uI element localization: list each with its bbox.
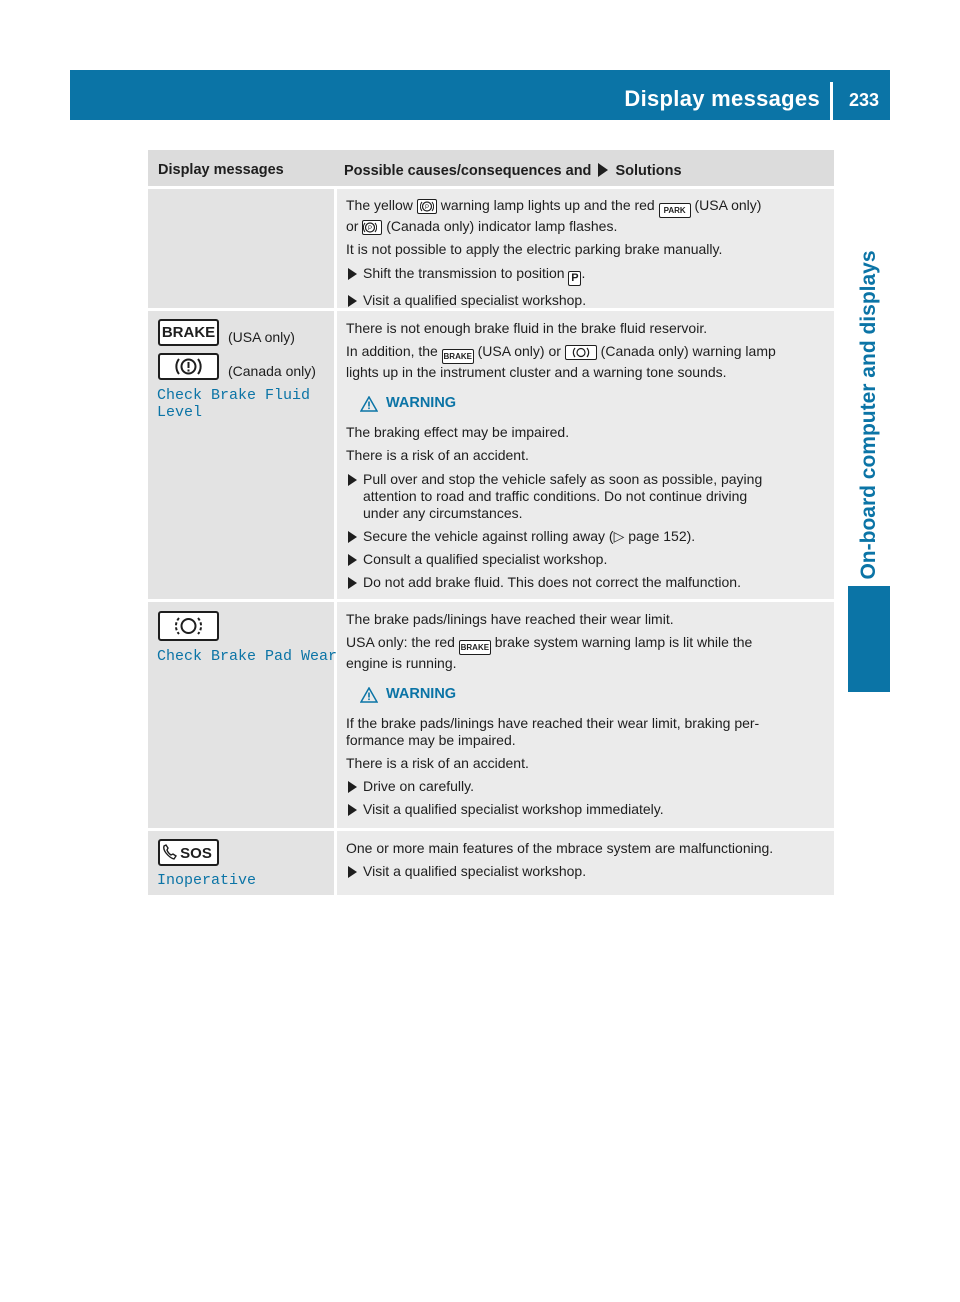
brake-pad-wear-icon [158,611,219,641]
column-header-messages: Display messages [158,162,284,178]
gear-position-p-icon: P [568,271,581,286]
solution-step: Drive on carefully. [346,778,834,795]
solution-step: Visit a qualified specialist workshop. [346,292,834,309]
page-title: Display messages [624,86,820,111]
svg-text:P: P [368,226,373,232]
column-header-causes: Possible causes/consequences and Solutions [344,163,682,179]
warning-triangle-icon [360,687,378,703]
sos-phone-icon [158,839,219,866]
solution-step: Secure the vehicle against rolling away (▷ page 152). [346,528,834,545]
svg-text:SOS: SOS [180,845,212,862]
side-tab-label: On-board computer and displays [857,250,880,580]
message-cell: BRAKE (USA only) (Canada only) Check Brake Fluid Level [148,311,337,599]
brake-system-icon [158,353,219,380]
table-row [148,828,834,895]
page-number: 233 [848,90,880,110]
solution-step: Pull over and stop the vehicle safely as soon as possible, paying attention to road and traffic conditions. Do not continue driving under any circumstances. [346,471,834,522]
display-message-text: Inoperative [157,872,257,889]
display-message-text: Check Brake Pad Wear [157,648,338,665]
brake-system-icon [565,345,597,360]
solution-cell: There is not enough brake fluid in the brake fluid reservoir. In addition, the BRAKE (USA only) or (Canada only) warning lamp lights up in the instrument cluster and a warning tone sounds. WARNING The braking effect may be impaired. There is a risk of an accident. Pull over and stop the vehicle safely as soon as possible, paying attention to road and traffic conditions. Do not continue driving under any circumstances. Secure the vehicle against rolling away (▷ page 152). Consult a qualified specialist workshop. Do not add brake fluid. This does not correct the malfunction. [337,311,834,599]
park-lamp-icon: PARK [659,203,691,218]
message-cell [148,189,337,308]
page-header [70,70,890,120]
svg-text:P: P [424,205,429,211]
table-header [148,150,834,186]
brake-warning-icon: BRAKE [442,349,474,364]
solution-cell: The yellow P warning lamp lights up and the red PARK (USA only) or P (Canada only) indicator lamp flashes. It is not possible to apply the electric parking brake manually. Shift the transmission to position P . Visit a qualified specialist workshop. [337,189,834,308]
table-row [148,186,834,308]
message-cell [148,602,337,828]
solution-step: Visit a qualified specialist workshop immediately. [346,801,834,818]
warning-heading: WARNING [346,395,834,412]
brake-warning-icon: BRAKE [459,640,491,655]
arrow-right-icon [598,163,608,177]
solution-cell: The brake pads/linings have reached their wear limit. USA only: the red BRAKE brake system warning lamp is lit while the engine is running. WARNING If the brake pads/linings have reached their wear limit, braking per- formance may be impaired. There is a risk of an accident. Drive on carefully. Visit a qualified specialist workshop immediately. [337,602,834,828]
solution-step: Shift the transmission to position P . [346,265,834,286]
warning-heading: WARNING [346,686,834,703]
parking-brake-icon [417,199,437,214]
solution-step: Consult a qualified specialist workshop. [346,551,834,568]
brake-warning-icon: BRAKE [158,319,219,346]
message-cell [148,831,337,895]
header-divider [830,82,833,120]
display-message-text: Check Brake Fluid Level [157,387,311,421]
solution-cell: One or more main features of the mbrace system are malfunctioning. Visit a qualified specialist workshop. [337,831,834,895]
table-row [148,599,834,828]
side-tab-marker [848,586,890,692]
solution-step: Visit a qualified specialist workshop. [346,863,834,880]
solution-step: Do not add brake fluid. This does not correct the malfunction. [346,574,834,591]
parking-brake-icon [362,220,382,235]
table-row [148,308,834,599]
warning-triangle-icon [360,396,378,412]
display-messages-table [148,150,834,895]
